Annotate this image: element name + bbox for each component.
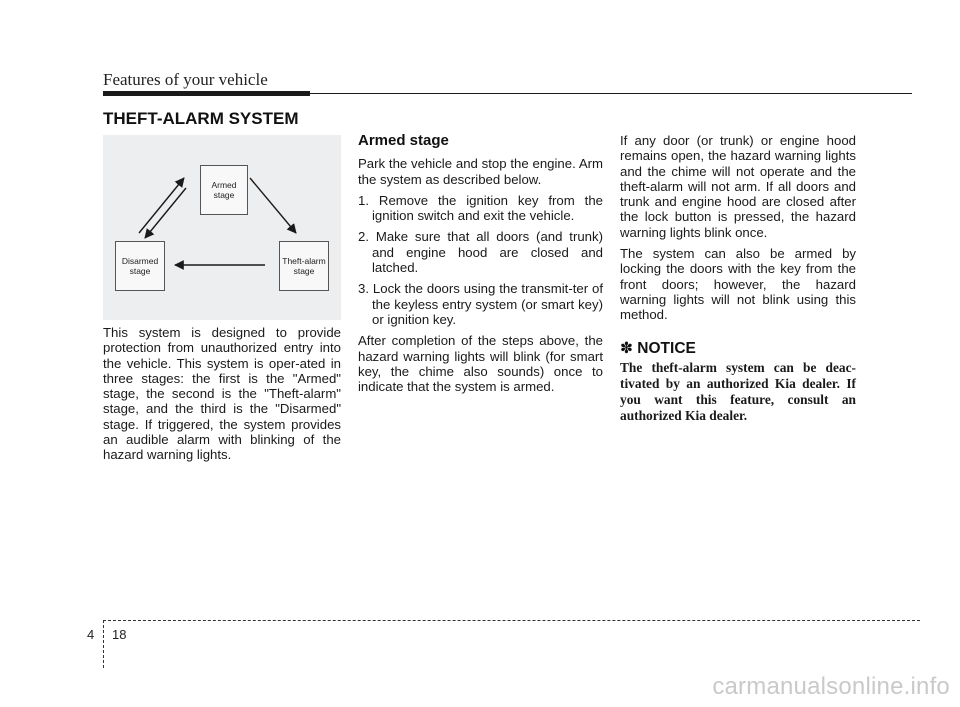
theft-alarm-stage-box [279, 241, 329, 291]
column-armed-stage [358, 133, 603, 400]
armed-stage-intro: Park the vehicle and stop the engine. Arm the system as described below. [358, 156, 603, 187]
armed-step: 2. Make sure that all doors (and trunk) and engine hood are closed and latched. [358, 229, 603, 276]
armed-stage-box [200, 165, 248, 215]
arrow-disarmed-to-armed [139, 178, 184, 233]
armed-stage-heading: Armed stage [358, 132, 449, 149]
page-number: 18 [112, 627, 127, 642]
footer-rule [103, 620, 920, 621]
header-title: Features of your vehicle [103, 70, 268, 89]
notice-heading: ✽ NOTICE [620, 339, 696, 357]
disarmed-stage-label-1: Disarmed [121, 256, 159, 266]
column-intro [103, 325, 341, 469]
header-rule [310, 93, 912, 94]
arrow-armed-to-disarmed [145, 188, 186, 238]
theft-stage-label-2: stage [293, 266, 315, 276]
armed-steps-list [358, 193, 603, 327]
footer-divider [103, 620, 104, 668]
armed-stage-after: After completion of the steps above, the hazard warning lights will blink (for smart key, the chime also sounds) once to indicate that the system is armed. [358, 333, 603, 395]
armed-stage-label-1: Armed [211, 180, 237, 190]
arrow-armed-to-theft [250, 178, 296, 233]
conditions-paragraph-2: The system can also be armed by locking the doors with the key from the front doors; however, the hazard warning lights will not blink using this method. [620, 246, 856, 323]
conditions-paragraph-1: If any door (or trunk) or engine hood remains open, the hazard warning lights and the chime will not operate and the theft-alarm will not arm. If all doors and trunk and engine hood are closed after the lock button is pressed, the hazard warning lights blink once. [620, 133, 856, 240]
armed-stage-label-2: stage [213, 190, 235, 200]
header-bar [103, 91, 310, 96]
theft-stage-label-1: Theft-alarm [282, 256, 326, 266]
stage-diagram [103, 135, 341, 320]
chapter-number: 4 [87, 627, 95, 642]
notice-text: The theft-alarm system can be deac-tivated by an authorized Kia dealer. If you want this feature, consult an authorized Kia dealer. [620, 359, 856, 423]
section-title: THEFT-ALARM SYSTEM [103, 109, 299, 128]
intro-paragraph: This system is designed to provide protection from unauthorized entry into the vehicle. This system is oper-ated in three stages: the first is the "Armed" stage, the second is the "Theft-alarm" stage, and the third is the "Disarmed" stage. If triggered, the system provides an audible alarm with blinking of the hazard warning lights. [103, 325, 341, 463]
armed-step: 3. Lock the doors using the transmit-ter of the keyless entry system (or smart key) or ignition key. [358, 281, 603, 327]
disarmed-stage-label-2: stage [129, 266, 151, 276]
watermark-text: carmanualsonline.info [712, 673, 950, 700]
column-conditions [620, 133, 856, 430]
armed-step: 1. Remove the ignition key from the ignition switch and exit the vehicle. [358, 192, 603, 224]
stage-arrows [103, 135, 341, 320]
disarmed-stage-box [115, 241, 165, 291]
